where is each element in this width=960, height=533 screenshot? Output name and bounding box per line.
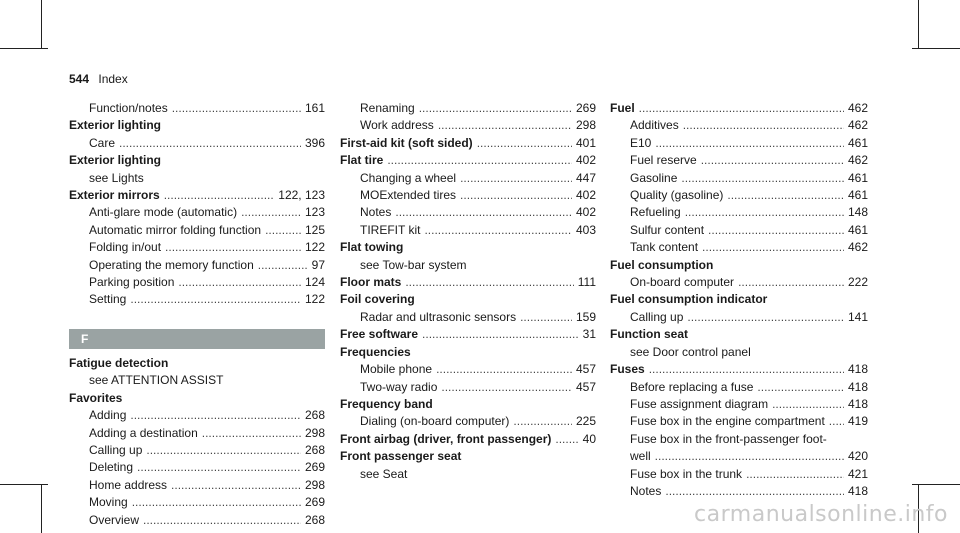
index-entry: [340, 448, 596, 465]
entry-label: Exterior lighting: [69, 118, 162, 133]
entry-label: Home address: [89, 477, 168, 492]
index-subentry[interactable]: [610, 187, 868, 204]
index-subentry[interactable]: [610, 117, 868, 134]
entry-label: Fuel consumption: [610, 257, 714, 272]
leader-dots: [137, 459, 301, 476]
crop-mark: [912, 484, 960, 485]
leader-dots: [132, 494, 301, 511]
entry-label: see Seat: [360, 466, 408, 481]
leader-dots: [639, 100, 844, 117]
entry-label: Refueling: [630, 205, 681, 220]
leader-dots: [130, 407, 301, 424]
page-reference[interactable]: 268: [304, 408, 325, 423]
page-reference[interactable]: 462: [847, 118, 868, 133]
entry-label: Quality (gasoline): [630, 188, 724, 203]
entry-label: Fatigue detection: [69, 355, 169, 370]
leader-dots: [265, 222, 301, 239]
entry-label: Front airbag (driver, front passenger): [340, 431, 552, 446]
leader-dots: [513, 413, 572, 430]
index-subentry[interactable]: [610, 152, 868, 169]
index-subentry[interactable]: [340, 187, 596, 204]
page-reference[interactable]: 122, 123: [278, 188, 325, 203]
page-reference[interactable]: 298: [304, 425, 325, 440]
leader-dots: [422, 326, 579, 343]
leader-dots: [441, 379, 572, 396]
page-section: Index: [98, 72, 128, 86]
page-reference[interactable]: 418: [847, 379, 868, 394]
page-reference[interactable]: 401: [575, 135, 596, 150]
entry-label: Additives: [630, 118, 679, 133]
index-subentry[interactable]: [69, 100, 325, 117]
index-column-3: [610, 100, 868, 500]
entry-label: Calling up: [630, 309, 684, 324]
page-reference[interactable]: 461: [847, 188, 868, 203]
entry-label: see Tow-bar system: [360, 257, 467, 272]
leader-dots: [727, 187, 844, 204]
entry-label: Floor mats: [340, 275, 402, 290]
leader-dots: [649, 361, 844, 378]
entry-label: Frequencies: [340, 344, 411, 359]
index-subentry[interactable]: [69, 291, 325, 308]
entry-label: On-board computer: [630, 275, 735, 290]
index-entry: [610, 326, 868, 343]
page-reference[interactable]: 402: [575, 153, 596, 168]
index-subentry[interactable]: [610, 204, 868, 221]
page-reference[interactable]: 111: [577, 275, 596, 290]
leader-dots: [172, 100, 301, 117]
page-reference[interactable]: 225: [575, 414, 596, 429]
page-reference[interactable]: 461: [847, 170, 868, 185]
entry-label: E10: [630, 135, 652, 150]
page-reference[interactable]: 123: [304, 205, 325, 220]
page-reference[interactable]: 396: [304, 135, 325, 150]
index-subentry[interactable]: [340, 361, 596, 378]
watermark: carmanualsonline.info: [694, 502, 948, 527]
page-reference[interactable]: 462: [847, 101, 868, 115]
entry-label: see Lights: [89, 170, 144, 185]
entry-label: Front passenger seat: [340, 449, 462, 464]
entry-label: Fuel: [610, 101, 635, 115]
entry-label: Calling up: [89, 442, 143, 457]
crop-mark: [912, 48, 960, 49]
leader-dots: [477, 135, 572, 152]
index-see-reference: [340, 257, 596, 274]
leader-dots: [165, 239, 301, 256]
entry-label: Foil covering: [340, 292, 415, 307]
page-reference[interactable]: 447: [575, 170, 596, 185]
page-reference[interactable]: 159: [575, 309, 596, 324]
index-see-reference: [69, 170, 325, 187]
index-subentry[interactable]: [340, 100, 596, 117]
leader-dots: [438, 117, 572, 134]
index-subentry[interactable]: [610, 396, 868, 413]
page-reference[interactable]: 420: [847, 449, 868, 464]
index-entry: [69, 152, 325, 169]
index-subentry[interactable]: [610, 239, 868, 256]
index-subentry[interactable]: [69, 512, 325, 529]
page-header: [69, 72, 128, 86]
entry-label: Fuse box in the engine compartment: [630, 414, 825, 429]
index-entry: [340, 291, 596, 308]
index-entry[interactable]: [340, 326, 596, 343]
leader-dots: [258, 257, 308, 274]
index-see-reference: [340, 466, 596, 483]
index-subentry[interactable]: [69, 274, 325, 291]
leader-dots: [655, 448, 844, 465]
entry-label: Setting: [89, 292, 127, 307]
index-see-reference: [610, 344, 868, 361]
entry-label: Free software: [340, 327, 419, 342]
page-reference[interactable]: 402: [575, 205, 596, 220]
entry-label: Tank content: [630, 240, 699, 255]
leader-dots: [202, 425, 301, 442]
index-subentry[interactable]: [69, 442, 325, 459]
leader-dots: [685, 204, 844, 221]
entry-label: Frequency band: [340, 396, 433, 411]
leader-dots: [146, 442, 301, 459]
page-reference[interactable]: 419: [847, 414, 868, 429]
index-entry: [340, 396, 596, 413]
index-subentry[interactable]: [610, 170, 868, 187]
page-number: 544: [69, 72, 90, 86]
index-see-reference: [69, 372, 325, 389]
leader-dots: [772, 396, 844, 413]
index-subentry[interactable]: [69, 222, 325, 239]
page-reference[interactable]: 418: [847, 362, 868, 377]
entry-label: Sulfur content: [630, 222, 705, 237]
index-subentry[interactable]: [610, 413, 868, 430]
entry-label: Before replacing a fuse: [630, 379, 754, 394]
leader-dots: [701, 152, 844, 169]
index-subentry[interactable]: [340, 204, 596, 221]
page-reference[interactable]: 402: [575, 188, 596, 203]
leader-dots: [520, 309, 572, 326]
section-letter-bar: F: [69, 329, 325, 349]
index-subentry[interactable]: [69, 135, 325, 152]
page-reference[interactable]: 269: [575, 101, 596, 115]
page-reference[interactable]: 461: [847, 135, 868, 150]
entry-label: Fuse box in the front-passenger foot-: [630, 431, 827, 446]
index-subentry[interactable]: [340, 117, 596, 134]
leader-dots: [130, 291, 301, 308]
leader-dots: [171, 477, 301, 494]
page-reference[interactable]: 418: [847, 483, 868, 498]
page-reference[interactable]: 268: [304, 512, 325, 527]
index-subentry[interactable]: [69, 407, 325, 424]
index-subentry[interactable]: [610, 448, 868, 465]
leader-dots: [746, 466, 844, 483]
leader-dots: [164, 187, 275, 204]
entry-label: Parking position: [89, 275, 175, 290]
page-reference[interactable]: 457: [575, 379, 596, 394]
entry-label: Automatic mirror folding function: [89, 222, 262, 237]
entry-label: well: [630, 449, 651, 464]
entry-label: Notes: [360, 205, 392, 220]
page-reference[interactable]: 125: [304, 222, 325, 237]
index-subentry[interactable]: [610, 274, 868, 291]
entry-label: Gasoline: [630, 170, 678, 185]
page-reference[interactable]: 222: [847, 275, 868, 290]
entry-label: Adding: [89, 408, 127, 423]
entry-label: Flat tire: [340, 153, 384, 168]
leader-dots: [738, 274, 844, 291]
index-subentry[interactable]: [340, 222, 596, 239]
index-entry[interactable]: [69, 187, 325, 204]
page-reference[interactable]: 462: [847, 240, 868, 255]
index-subentry[interactable]: [340, 379, 596, 396]
entry-label: Two-way radio: [360, 379, 438, 394]
entry-label: First-aid kit (soft sided): [340, 135, 473, 150]
entry-label: Flat towing: [340, 240, 404, 255]
index-entry: [69, 355, 325, 372]
entry-label: see ATTENTION ASSIST: [89, 373, 224, 388]
page-reference[interactable]: 148: [847, 205, 868, 220]
leader-dots: [683, 117, 844, 134]
entry-label: Overview: [89, 512, 140, 527]
page-reference[interactable]: 40: [582, 431, 596, 446]
leader-dots: [757, 379, 844, 396]
index-subentry[interactable]: [340, 413, 596, 430]
entry-label: Fuel reserve: [630, 153, 697, 168]
crop-mark: [41, 0, 42, 48]
index-column-1: [69, 100, 325, 529]
crop-mark: [918, 0, 919, 48]
page-reference[interactable]: 403: [575, 222, 596, 237]
page-reference[interactable]: 462: [847, 153, 868, 168]
leader-dots: [395, 204, 572, 221]
entry-label: Adding a destination: [89, 425, 198, 440]
entry-label: Anti-glare mode (automatic): [89, 205, 238, 220]
index-subentry[interactable]: [69, 239, 325, 256]
entry-label: Mobile phone: [360, 362, 433, 377]
index-subentry[interactable]: [69, 257, 325, 274]
page-reference[interactable]: 31: [582, 327, 596, 342]
page-reference[interactable]: 421: [847, 466, 868, 481]
leader-dots: [829, 413, 844, 430]
entry-label: Function/notes: [89, 101, 168, 115]
page-reference[interactable]: 122: [304, 292, 325, 307]
index-see-reference: [610, 431, 868, 448]
entry-label: Moving: [89, 495, 128, 510]
index-subentry[interactable]: [610, 483, 868, 500]
leader-dots: [405, 274, 573, 291]
leader-dots: [119, 135, 301, 152]
index-subentry[interactable]: [340, 309, 596, 326]
leader-dots: [708, 222, 844, 239]
leader-dots: [681, 170, 844, 187]
index-entry[interactable]: [340, 431, 596, 448]
index-entry: [610, 291, 868, 308]
entry-label: MOExtended tires: [360, 188, 457, 203]
leader-dots: [687, 309, 844, 326]
entry-label: Fuse assignment diagram: [630, 396, 769, 411]
entry-label: Renaming: [360, 101, 415, 115]
index-entry: [69, 390, 325, 407]
crop-mark: [0, 484, 48, 485]
index-subentry[interactable]: [69, 477, 325, 494]
index-entry[interactable]: [340, 135, 596, 152]
index-entry[interactable]: [340, 274, 596, 291]
entry-label: Changing a wheel: [360, 170, 457, 185]
leader-dots: [143, 512, 301, 529]
entry-label: Notes: [630, 483, 662, 498]
entry-label: Dialing (on-board computer): [360, 414, 510, 429]
page-reference[interactable]: 418: [847, 396, 868, 411]
index-subentry[interactable]: [610, 135, 868, 152]
entry-label: Function seat: [610, 327, 689, 342]
index-subentry[interactable]: [610, 379, 868, 396]
leader-dots: [419, 100, 572, 117]
leader-dots: [460, 187, 572, 204]
page-reference[interactable]: 161: [304, 101, 325, 115]
leader-dots: [665, 483, 844, 500]
index-column-2: [340, 100, 596, 483]
entry-label: Exterior mirrors: [69, 188, 160, 203]
page-reference[interactable]: 269: [304, 460, 325, 475]
entry-label: Fuses: [610, 362, 645, 377]
leader-dots: [555, 431, 578, 448]
index-entry[interactable]: [340, 152, 596, 169]
index-entry: [69, 117, 325, 134]
entry-label: Folding in/out: [89, 240, 162, 255]
index-entry: [610, 257, 868, 274]
entry-label: see Door control panel: [630, 344, 751, 359]
page-reference[interactable]: 141: [847, 309, 868, 324]
page-reference[interactable]: 269: [304, 495, 325, 510]
page-reference[interactable]: 298: [304, 477, 325, 492]
entry-label: TIREFIT kit: [360, 222, 421, 237]
leader-dots: [436, 361, 572, 378]
crop-mark: [41, 485, 42, 533]
entry-label: Radar and ultrasonic sensors: [360, 309, 517, 324]
index-subentry[interactable]: [340, 170, 596, 187]
index-entry[interactable]: [610, 100, 868, 117]
index-entry: [340, 344, 596, 361]
leader-dots: [424, 222, 572, 239]
leader-dots: [178, 274, 301, 291]
entry-label: Deleting: [89, 460, 134, 475]
entry-label: Fuel consumption indicator: [610, 292, 768, 307]
leader-dots: [655, 135, 844, 152]
index-subentry[interactable]: [69, 494, 325, 511]
page-reference[interactable]: 298: [575, 118, 596, 133]
entry-label: Favorites: [69, 390, 123, 405]
index-subentry[interactable]: [610, 222, 868, 239]
entry-label: Exterior lighting: [69, 153, 162, 168]
leader-dots: [460, 170, 572, 187]
index-entry[interactable]: [610, 361, 868, 378]
page-reference[interactable]: 122: [304, 240, 325, 255]
entry-label: Fuse box in the trunk: [630, 466, 743, 481]
page-reference[interactable]: 124: [304, 275, 325, 290]
entry-label: Work address: [360, 118, 434, 133]
index-subentry[interactable]: [69, 425, 325, 442]
index-subentry[interactable]: [69, 204, 325, 221]
crop-mark: [0, 48, 48, 49]
index-subentry[interactable]: [610, 309, 868, 326]
entry-label: Operating the memory function: [89, 257, 254, 272]
page-reference[interactable]: 461: [847, 222, 868, 237]
leader-dots: [241, 204, 301, 221]
index-subentry[interactable]: [69, 459, 325, 476]
page-reference[interactable]: 97: [311, 257, 325, 272]
entry-label: Care: [89, 135, 116, 150]
index-subentry[interactable]: [610, 466, 868, 483]
page-reference[interactable]: 457: [575, 362, 596, 377]
leader-dots: [702, 239, 844, 256]
leader-dots: [387, 152, 572, 169]
page-reference[interactable]: 268: [304, 442, 325, 457]
index-entry: [340, 239, 596, 256]
